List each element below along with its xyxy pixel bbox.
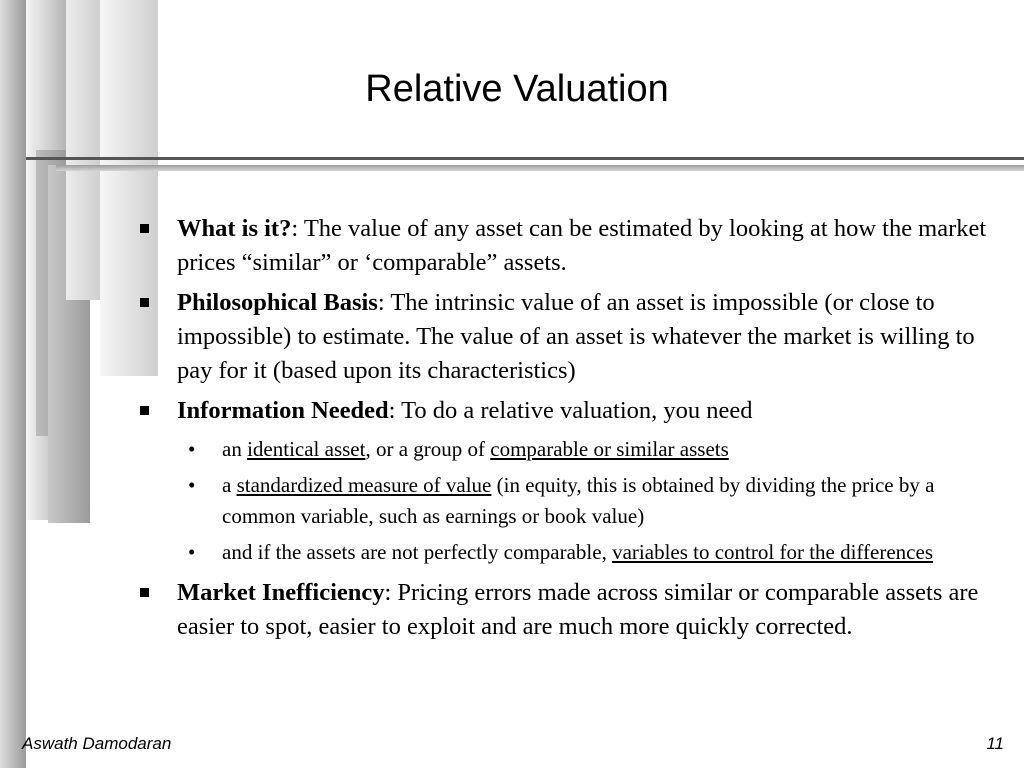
bullet-text: : Pricing errors made across similar or comparable assets are easier to spot, easier to exploit and are much more quickly corrected. (177, 579, 979, 640)
sub-bullet-identical-asset (140, 434, 990, 465)
sub-bullet-emphasis: identical asset (247, 437, 366, 461)
title-divider-shadow (56, 165, 1024, 171)
bullet-text: : The value of any asset can be estimated by looking at how the market prices “similar” or ‘comparable” assets. (177, 215, 987, 276)
sub-bullet-emphasis: standardized measure of value (236, 473, 492, 497)
bullet-text: : To do a relative valuation, you need (388, 397, 753, 424)
bullet-information-needed (140, 394, 990, 428)
bullet-heading: Philosophical Basis (177, 289, 378, 316)
title-divider (26, 157, 1024, 160)
dot-bullet-icon: • (188, 540, 196, 564)
sub-bullet-emphasis: comparable or similar assets (490, 437, 729, 461)
square-bullet-icon (140, 406, 149, 415)
square-bullet-icon (140, 588, 149, 597)
dot-bullet-icon: • (188, 437, 196, 461)
bullet-philosophical-basis (140, 286, 990, 388)
slide-title: Relative Valuation (365, 68, 669, 110)
bullet-text: : The intrinsic value of an asset is impossible (or close to impossible) to estimate. The value of an asset is whatever the market is willing to pay for it (based upon its characteristics) (177, 289, 975, 384)
sub-bullet-text: , or a group of (365, 437, 491, 461)
square-bullet-icon (140, 298, 149, 307)
sub-bullet-control-variables (140, 537, 990, 568)
sub-bullet-text: (in equity, this is obtained by dividing the price by a common variable, such as earnings or book value) (222, 473, 935, 528)
footer-author: Aswath Damodaran (22, 734, 172, 753)
dot-bullet-icon: • (188, 473, 196, 497)
sub-bullet-text: a (222, 473, 237, 497)
sub-bullet-emphasis: variables to control for the differences (612, 540, 933, 564)
decor-bar (0, 0, 26, 768)
square-bullet-icon (140, 224, 149, 233)
slide-body (140, 212, 990, 650)
sub-bullet-text: and if the assets are not perfectly comparable, (222, 540, 613, 564)
page-number: 11 (986, 734, 1004, 753)
sub-bullet-text: an (222, 437, 248, 461)
bullet-what-is-it (140, 212, 990, 280)
bullet-heading: Market Inefficiency (177, 579, 385, 606)
bullet-heading: Information Needed (177, 397, 389, 424)
bullet-market-inefficiency (140, 576, 990, 644)
sub-bullet-standardized-measure (140, 470, 990, 532)
bullet-heading: What is it? (177, 215, 292, 242)
